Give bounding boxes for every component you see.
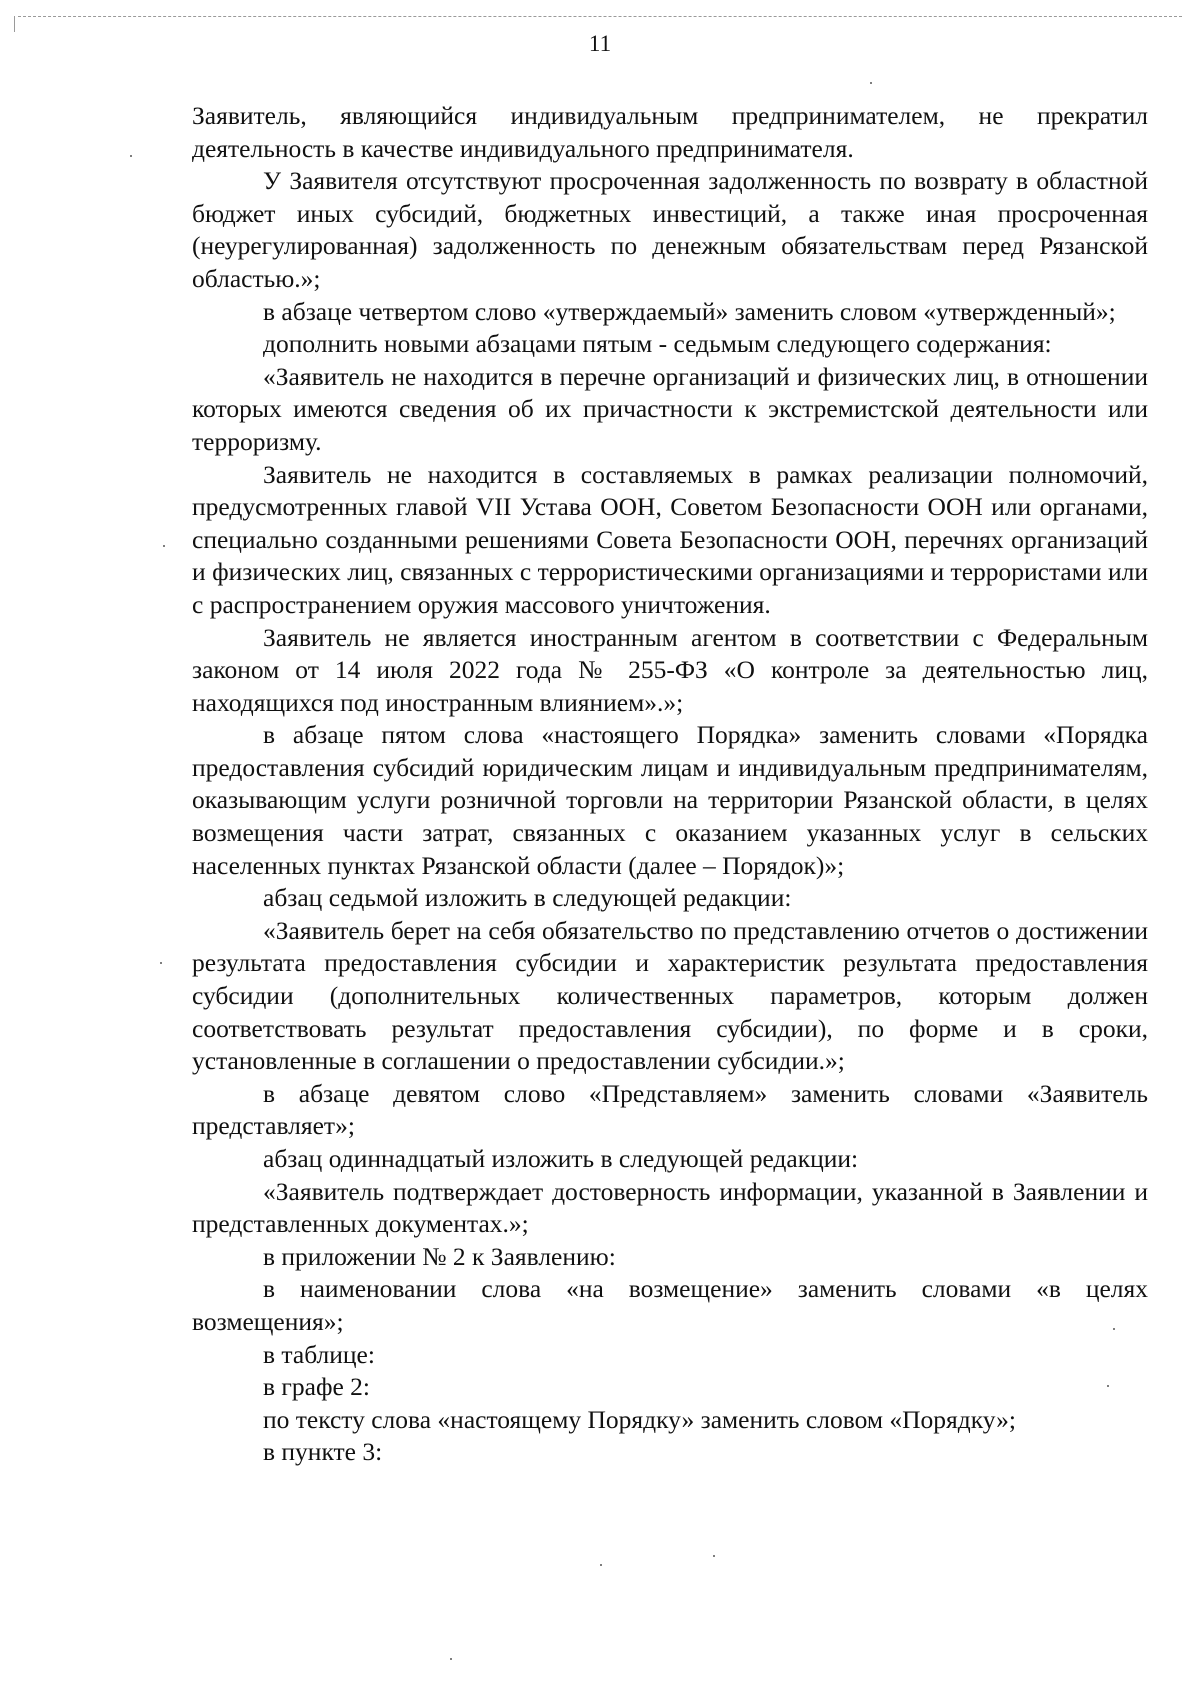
document-body bbox=[192, 100, 1148, 1469]
paragraph-17: в графе 2: bbox=[263, 1372, 370, 1402]
scan-speck bbox=[713, 1555, 715, 1557]
paragraph-2: У Заявителя отсутствуют просроченная задолженность по возврату в областной бюджет иных субсидий, бюджетных инвестиций, а также иная просроченная (неурегулированная) задолженность по денежным обязательствам перед Рязанской областью.»; bbox=[192, 166, 1148, 293]
paragraph-1: Заявитель, являющийся индивидуальным предпринимателем, не прекратил деятельность в качестве индивидуального предпринимателя. bbox=[192, 101, 1148, 163]
paragraph-6: Заявитель не находится в составляемых в рамках реализации полномочий, предусмотренных главой VII Устава ООН, Советом Безопасности ООН или органами, специально созданными решениями Совета Безопасности ООН, перечнях организаций и физических лиц, связанных с террористическими организациями и террористами или с распространением оружия массового уничтожения. bbox=[192, 459, 1148, 619]
page-number: 11 bbox=[588, 31, 612, 56]
paragraph-16: в таблице: bbox=[263, 1339, 375, 1369]
paragraph-5: «Заявитель не находится в перечне организаций и физических лиц, в отношении которых имеются сведения об их причастности к экстремистской деятельности или терроризму. bbox=[192, 361, 1148, 456]
paragraph-14: в приложении № 2 к Заявлению: bbox=[263, 1241, 616, 1271]
scan-speck bbox=[1113, 1328, 1115, 1330]
scan-speck bbox=[1107, 1385, 1109, 1387]
scan-speck bbox=[130, 155, 132, 157]
paragraph-4: дополнить новыми абзацами пятым - седьмым следующего содержания: bbox=[263, 329, 1052, 359]
paragraph-12: абзац одиннадцатый изложить в следующей редакции: bbox=[263, 1144, 859, 1173]
paragraph-11: в абзаце девятом слово «Представляем» заменить словами «Заявитель представляет»; bbox=[192, 1078, 1148, 1141]
paragraph-8: в абзаце пятом слова «настоящего Порядка» заменить словами «Порядка предоставления субсидий юридическим лицам и индивидуальным предпринимателям, оказывающим услуги розничной торговли на территории Рязанской области, в целях возмещения части затрат, связанных с оказанием указанных услуг в сельских населенных пунктах Рязанской области (далее – Порядок)»; bbox=[192, 720, 1148, 880]
paragraph-19: в пункте 3: bbox=[263, 1437, 383, 1467]
paragraph-9: абзац седьмой изложить в следующей редакции: bbox=[263, 883, 792, 913]
paragraph-13: «Заявитель подтверждает достоверность информации, указанной в Заявлении и представленных документах.»; bbox=[192, 1176, 1148, 1239]
scan-speck bbox=[160, 962, 162, 964]
scan-top-edge-line bbox=[18, 16, 1182, 17]
paragraph-7: Заявитель не является иностранным агентом в соответствии с Федеральным законом от 14 июля 2022 года № 255-ФЗ «О контроле за деятельностью лиц, находящихся под иностранным влиянием».»; bbox=[192, 622, 1148, 717]
scan-speck bbox=[600, 1564, 602, 1566]
paragraph-18: по тексту слова «настоящему Порядку» заменить словом «Порядку»; bbox=[263, 1404, 1016, 1434]
scan-speck bbox=[163, 545, 165, 547]
paragraph-10: «Заявитель берет на себя обязательство по представлению отчетов о достижении результата предоставления субсидии и характеристик результата предоставления субсидии (дополнительных количественных параметров, которым должен соответствовать результат предоставления субсидии), по форме и в сроки, установленные в соглашении о предоставлении субсидии.»; bbox=[192, 915, 1148, 1076]
scan-speck bbox=[450, 1658, 452, 1660]
scan-speck bbox=[870, 82, 872, 84]
paragraph-3: в абзаце четвертом слово «утверждаемый» заменить словом «утвержденный»; bbox=[263, 296, 1116, 326]
paragraph-15: в наименовании слова «на возмещение» заменить словами «в целях возмещения»; bbox=[192, 1274, 1148, 1336]
